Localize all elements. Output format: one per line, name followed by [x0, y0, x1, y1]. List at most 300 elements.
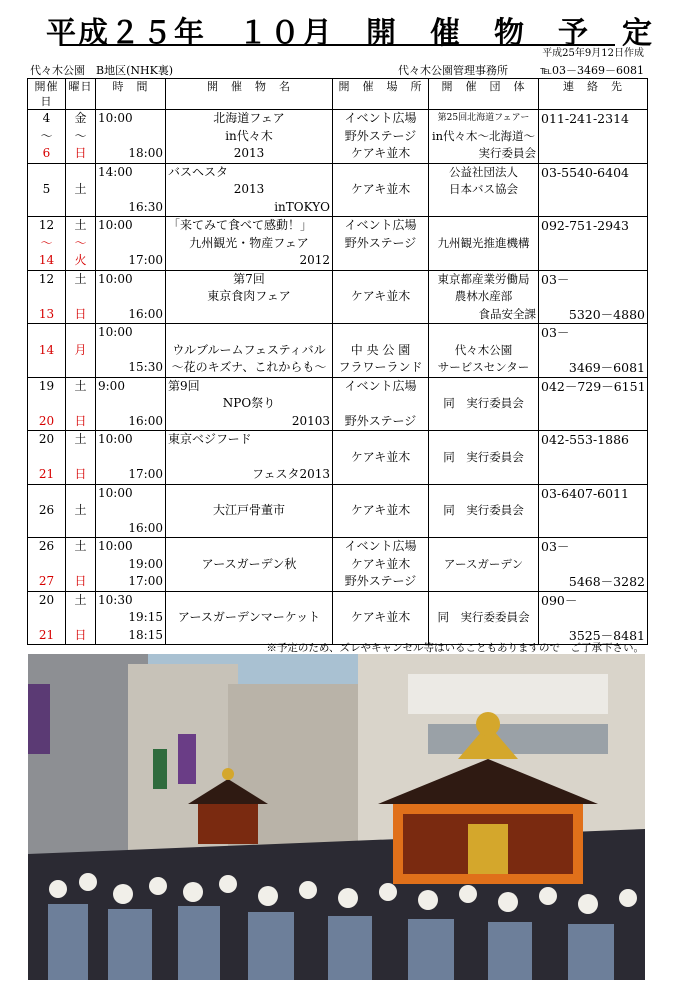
- place-line: [335, 252, 426, 270]
- name-line: NPO祭り: [222, 396, 276, 410]
- weekday-cell: [66, 270, 96, 324]
- contact-cell: [539, 538, 648, 592]
- contact-line: [541, 342, 645, 360]
- event-date-cell: [28, 324, 66, 378]
- place-line: ケアキ並木: [350, 503, 411, 517]
- dow-line: 土: [74, 378, 87, 393]
- time-line: 16:00: [128, 413, 163, 428]
- org-line: [431, 199, 536, 217]
- event-name-cell: [166, 538, 333, 592]
- header-organizer: 開 催 団 体: [429, 79, 539, 110]
- time-line: 15:30: [128, 360, 163, 374]
- table-row: [28, 110, 648, 164]
- name-line: 北海道フェア: [213, 111, 285, 125]
- contact-line: [541, 288, 645, 306]
- time-line: [98, 128, 163, 146]
- event-date-cell: [28, 431, 66, 485]
- place-line: [335, 466, 426, 484]
- contact-cell: [539, 217, 648, 271]
- day-line: 20: [38, 592, 55, 607]
- time-line: 18:00: [128, 146, 163, 160]
- day-line: 14: [38, 253, 55, 267]
- table-row: [28, 591, 648, 645]
- telephone-label: ℡03－3469－6081: [540, 64, 644, 77]
- contact-line: 03－: [541, 271, 570, 287]
- day-line: 4: [42, 111, 51, 125]
- place-line: ケアキ並木: [350, 146, 411, 160]
- weekday-cell: [66, 591, 96, 645]
- contact-line: [541, 520, 645, 538]
- contact-line: 042－729－6151: [541, 378, 646, 394]
- contact-line: 03-5540-6404: [541, 164, 629, 180]
- event-date-cell: [28, 163, 66, 217]
- dow-line: 日: [74, 627, 87, 642]
- time-line: 16:30: [128, 199, 163, 214]
- time-cell: [96, 217, 166, 271]
- contact-cell: [539, 484, 648, 538]
- name-line: [168, 573, 330, 591]
- venue-cell: [333, 484, 429, 538]
- table-row: [28, 324, 648, 378]
- name-line: 東京ベジフード: [168, 432, 252, 446]
- contact-cell: [539, 163, 648, 217]
- time-line: [98, 449, 163, 467]
- org-line: in代々木～北海道～: [431, 128, 536, 143]
- contact-cell: [539, 270, 648, 324]
- event-name-cell: [166, 591, 333, 645]
- time-line: [98, 342, 163, 360]
- time-line: [98, 288, 163, 306]
- day-line: [30, 199, 63, 217]
- org-line: [431, 592, 536, 610]
- name-line: [168, 324, 330, 342]
- place-line: [335, 306, 426, 324]
- day-line: 12: [38, 271, 55, 286]
- org-line: 同 実行委委員会: [437, 610, 530, 624]
- day-line: [30, 324, 63, 342]
- time-line: 10:30: [98, 592, 133, 607]
- event-name-cell: [166, 217, 333, 271]
- time-line: 10:00: [98, 271, 133, 286]
- dow-line: [68, 359, 93, 377]
- time-line: 17:00: [128, 253, 163, 267]
- dow-line: ～: [74, 235, 87, 250]
- name-line: [168, 520, 330, 538]
- place-line: ケアキ並木: [350, 289, 411, 303]
- place-line: 中 央 公 園: [350, 342, 411, 357]
- table-row: [28, 484, 648, 538]
- disclaimer-note: ※予定のため、ズレやキャンセル等はいることもありますので ご了承下さい。: [266, 642, 644, 654]
- time-line: 14:00: [98, 164, 133, 179]
- organizer-cell: [429, 217, 539, 271]
- place-line: ケアキ並木: [350, 610, 411, 624]
- contact-cell: [539, 431, 648, 485]
- day-line: 6: [42, 146, 51, 160]
- name-line: [168, 538, 330, 556]
- name-line: ～花のキズナ、これからも～: [171, 360, 327, 374]
- organizer-cell: [429, 377, 539, 431]
- time-line: [98, 395, 163, 413]
- day-line: 20: [38, 413, 55, 428]
- event-name-cell: [166, 163, 333, 217]
- venue-cell: [333, 270, 429, 324]
- dow-line: 土: [74, 218, 87, 232]
- time-line: 10:00: [98, 485, 133, 500]
- day-line: ～: [40, 235, 53, 250]
- title-underline: [60, 44, 615, 46]
- venue-cell: [333, 377, 429, 431]
- contact-line: 03－: [541, 539, 570, 554]
- dow-line: 土: [74, 592, 87, 607]
- contact-line: [541, 128, 645, 146]
- name-line: 第7回: [233, 271, 265, 286]
- event-date-cell: [28, 377, 66, 431]
- name-line: [168, 485, 330, 503]
- day-line: 5: [42, 182, 51, 196]
- day-line: [30, 359, 63, 377]
- table-row: [28, 270, 648, 324]
- time-line: [98, 181, 163, 199]
- org-line: [431, 324, 536, 342]
- organizer-cell: [429, 163, 539, 217]
- contact-line: 090－: [541, 592, 578, 608]
- dow-line: 日: [74, 306, 87, 321]
- time-line: 17:00: [128, 467, 163, 481]
- org-line: サービスセンター: [437, 360, 530, 374]
- event-name-cell: [166, 270, 333, 324]
- name-line: 大江戸骨董市: [212, 503, 285, 517]
- venue-cell: [333, 110, 429, 164]
- time-line: 10:00: [98, 218, 133, 232]
- name-line: 20103: [291, 413, 330, 428]
- dow-line: [68, 485, 93, 503]
- day-line: [30, 556, 63, 574]
- dow-line: 火: [74, 253, 87, 267]
- dow-line: 土: [74, 432, 87, 446]
- name-line: 2013: [233, 182, 265, 196]
- contact-line: 011-241-2314: [541, 111, 629, 126]
- header-date: 開催日: [28, 79, 66, 110]
- place-line: イベント広場: [344, 111, 417, 125]
- org-line: 同 実行委員会: [443, 503, 524, 517]
- name-line: [168, 592, 330, 610]
- place-line: ケアキ並木: [350, 449, 411, 464]
- mikoshi-festival-image: [28, 654, 645, 980]
- event-name-cell: [166, 110, 333, 164]
- org-line: [431, 485, 536, 503]
- day-line: ～: [40, 128, 53, 143]
- time-line: 19:15: [128, 610, 163, 624]
- dow-line: [68, 324, 93, 342]
- day-line: [30, 395, 63, 413]
- dow-line: [68, 449, 93, 467]
- time-cell: [96, 377, 166, 431]
- org-line: 九州観光推進機構: [437, 235, 530, 250]
- dow-line: [68, 609, 93, 627]
- dow-line: [68, 164, 93, 182]
- place-line: イベント広場: [344, 218, 417, 232]
- time-cell: [96, 324, 166, 378]
- day-line: 12: [38, 218, 55, 232]
- place-line: [335, 199, 426, 217]
- event-date-cell: [28, 110, 66, 164]
- org-line: [431, 431, 536, 449]
- name-line: アースガーデンマーケット: [177, 610, 321, 624]
- name-line: 2013: [233, 146, 265, 160]
- contact-cell: [539, 324, 648, 378]
- name-line: [168, 449, 330, 467]
- day-line: [30, 164, 63, 182]
- organizer-cell: [429, 538, 539, 592]
- day-line: [30, 485, 63, 503]
- time-line: [98, 235, 163, 253]
- created-date: 平成25年9月12日作成: [542, 48, 644, 59]
- weekday-cell: [66, 538, 96, 592]
- org-line: [431, 217, 536, 235]
- name-line: 東京食肉フェア: [207, 289, 291, 303]
- place-line: 野外ステージ: [344, 413, 417, 428]
- organizer-cell: [429, 110, 539, 164]
- place-line: 野外ステージ: [344, 235, 417, 250]
- contact-cell: [539, 591, 648, 645]
- day-line: 19: [38, 378, 55, 393]
- dow-line: 土: [74, 271, 87, 286]
- time-cell: [96, 163, 166, 217]
- place-line: 野外ステージ: [344, 574, 417, 588]
- place-line: [335, 164, 426, 182]
- place-line: イベント広場: [344, 378, 417, 393]
- weekday-cell: [66, 431, 96, 485]
- place-line: ケアキ並木: [350, 182, 411, 196]
- time-line: 9:00: [98, 378, 125, 393]
- weekday-cell: [66, 163, 96, 217]
- contact-cell: [539, 377, 648, 431]
- contact-line: 042-553-1886: [541, 432, 629, 447]
- org-line: 実行委員会: [478, 146, 536, 160]
- org-line: 代々木公園: [454, 342, 513, 357]
- place-line: [335, 431, 426, 449]
- dow-line: 日: [74, 574, 87, 588]
- org-line: 第25回北海道フェアー: [437, 113, 530, 123]
- contact-line: [541, 466, 645, 484]
- contact-cell: [539, 110, 648, 164]
- venue-cell: [333, 324, 429, 378]
- office-label: 代々木公園管理事務所: [398, 64, 508, 77]
- place-line: [335, 520, 426, 538]
- name-line: [168, 306, 330, 324]
- contact-line: 3525－8481: [568, 627, 645, 643]
- org-line: [431, 520, 536, 538]
- name-line: アースガーデン秋: [201, 556, 297, 571]
- contact-line: 5320－4880: [568, 306, 645, 322]
- dow-line: [68, 556, 93, 574]
- place-line: イベント広場: [344, 539, 417, 553]
- event-name-cell: [166, 431, 333, 485]
- org-line: [431, 573, 536, 591]
- venue-cell: [333, 431, 429, 485]
- time-line: [98, 502, 163, 520]
- name-line: バスヘスタ: [168, 164, 229, 179]
- contact-line: [541, 181, 645, 199]
- weekday-cell: [66, 324, 96, 378]
- place-line: フラワーランド: [338, 360, 423, 374]
- contact-line: [541, 449, 645, 467]
- dow-line: 土: [74, 503, 87, 517]
- organizer-cell: [429, 484, 539, 538]
- org-line: [431, 538, 536, 556]
- table-row: [28, 538, 648, 592]
- weekday-cell: [66, 377, 96, 431]
- event-name-cell: [166, 377, 333, 431]
- time-line: 19:00: [128, 556, 163, 571]
- dow-line: [68, 395, 93, 413]
- org-line: 農林水産部: [454, 289, 513, 303]
- name-line: inTOKYO: [274, 199, 330, 214]
- name-line: in代々木: [225, 128, 273, 143]
- organizer-cell: [429, 324, 539, 378]
- banner: [28, 684, 50, 754]
- day-line: 27: [38, 574, 55, 588]
- time-line: 10:00: [98, 432, 133, 446]
- org-line: 公益社団法人: [449, 164, 518, 179]
- org-line: [431, 466, 536, 484]
- time-line: 16:00: [128, 520, 163, 535]
- event-name-cell: [166, 484, 333, 538]
- schedule-table: [27, 78, 648, 645]
- time-line: 10:00: [98, 539, 133, 553]
- time-cell: [96, 110, 166, 164]
- org-line: 同 実行委員会: [443, 449, 524, 464]
- header-event-name: 開 催 物 名: [166, 79, 333, 110]
- org-line: [431, 413, 536, 431]
- org-line: 日本バス協会: [449, 182, 518, 196]
- event-date-cell: [28, 538, 66, 592]
- header-time: 時 間: [96, 79, 166, 110]
- place-line: [335, 592, 426, 610]
- day-line: [30, 288, 63, 306]
- contact-line: [541, 252, 645, 270]
- venue-cell: [333, 217, 429, 271]
- contact-line: [541, 235, 645, 253]
- day-line: 26: [38, 539, 55, 553]
- org-line: 同 実行委員会: [443, 396, 524, 410]
- dow-line: [68, 520, 93, 538]
- time-cell: [96, 270, 166, 324]
- contact-line: [541, 413, 645, 431]
- contact-line: [541, 502, 645, 520]
- name-line: ウルブルームフェスティバル: [172, 342, 326, 357]
- venue-cell: [333, 591, 429, 645]
- dow-line: 月: [74, 342, 87, 357]
- org-line: アースガーデン: [443, 556, 524, 571]
- table-header-row: [28, 79, 648, 110]
- name-line: 第9回: [168, 378, 200, 393]
- table-row: [28, 163, 648, 217]
- time-cell: [96, 538, 166, 592]
- contact-line: 3469－6081: [568, 360, 645, 375]
- day-line: 13: [38, 306, 55, 321]
- time-cell: [96, 484, 166, 538]
- dow-line: [68, 199, 93, 217]
- time-line: 16:00: [128, 306, 163, 321]
- place-line: [335, 271, 426, 289]
- org-line: 東京都産業労働局: [437, 271, 530, 286]
- organizer-cell: [429, 591, 539, 645]
- festival-photo: [28, 654, 645, 980]
- day-line: 21: [38, 627, 55, 642]
- contact-line: [541, 199, 645, 217]
- weekday-cell: [66, 484, 96, 538]
- contact-line: 5468－3282: [568, 574, 645, 589]
- day-line: [30, 609, 63, 627]
- dow-line: ～: [74, 128, 87, 143]
- name-line: 九州観光・物産フェア: [189, 235, 309, 250]
- location-label: 代々木公園 B地区(NHK裏): [30, 64, 174, 77]
- event-date-cell: [28, 217, 66, 271]
- event-name-cell: [166, 324, 333, 378]
- table-row: [28, 217, 648, 271]
- day-line: 26: [38, 503, 55, 517]
- organizer-cell: [429, 270, 539, 324]
- header-weekday: 曜日: [66, 79, 96, 110]
- day-line: [30, 449, 63, 467]
- place-line: [335, 395, 426, 413]
- table-row: [28, 377, 648, 431]
- name-line: 「来てみて食べて感動！」: [168, 218, 313, 232]
- org-line: [431, 378, 536, 396]
- place-line: [335, 324, 426, 342]
- event-date-cell: [28, 484, 66, 538]
- weekday-cell: [66, 110, 96, 164]
- dow-line: 土: [74, 539, 87, 553]
- contact-line: [541, 556, 645, 574]
- place-line: ケアキ並木: [350, 556, 411, 571]
- day-line: 14: [38, 342, 55, 357]
- name-line: 2012: [299, 253, 330, 267]
- dow-line: 日: [74, 146, 87, 160]
- day-line: 20: [38, 432, 55, 446]
- dow-line: 日: [74, 467, 87, 481]
- dow-line: 日: [74, 413, 87, 428]
- info-row: [28, 62, 646, 78]
- header-contact: 連 絡 先: [539, 79, 648, 110]
- venue-cell: [333, 163, 429, 217]
- place-line: [335, 485, 426, 503]
- contact-line: [541, 395, 645, 413]
- contact-line: 03-6407-6011: [541, 485, 629, 501]
- time-line: 17:00: [128, 574, 163, 588]
- time-line: 10:00: [98, 325, 133, 339]
- organizer-cell: [429, 431, 539, 485]
- day-line: [30, 520, 63, 538]
- contact-line: 03－: [541, 325, 570, 340]
- day-line: 21: [38, 467, 55, 481]
- event-date-cell: [28, 270, 66, 324]
- dow-line: 土: [74, 182, 87, 196]
- table-row: [28, 431, 648, 485]
- org-line: 食品安全課: [478, 306, 536, 321]
- time-cell: [96, 431, 166, 485]
- time-line: 18:15: [128, 627, 163, 642]
- contact-line: [541, 609, 645, 627]
- dow-line: 金: [74, 111, 87, 125]
- name-line: フェスタ2013: [252, 467, 330, 481]
- place-line: 野外ステージ: [344, 128, 417, 143]
- contact-line: [541, 145, 645, 163]
- contact-line: 092-751-2943: [541, 218, 629, 233]
- time-cell: [96, 591, 166, 645]
- page-title: 平成２５年 １０月 開 催 物 予 定: [46, 16, 654, 51]
